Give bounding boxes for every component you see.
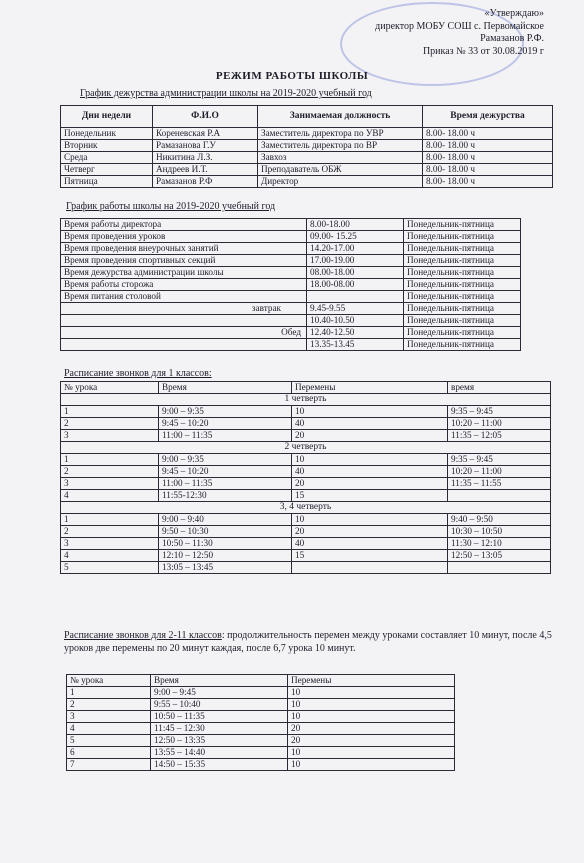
- cell: [61, 339, 307, 351]
- cell: 10: [288, 699, 455, 711]
- cell: 4: [61, 490, 159, 502]
- cell: 10:50 – 11:30: [159, 538, 292, 550]
- bells2-table: [66, 674, 455, 771]
- cell: Преподаватель ОБЖ: [258, 164, 423, 176]
- table-row: [61, 152, 553, 164]
- cell: 9:50 – 10:30: [159, 526, 292, 538]
- table-row: [61, 418, 551, 430]
- cell: 18.00-08.00: [307, 279, 404, 291]
- table-row: [61, 466, 551, 478]
- duty-header: Занимаемая должность: [258, 106, 423, 128]
- table-row: [61, 327, 521, 339]
- cell: 8.00- 18.00 ч: [423, 164, 553, 176]
- bells1-header: № урока: [61, 382, 159, 394]
- cell: 5: [67, 735, 151, 747]
- cell: 13.35-13.45: [307, 339, 404, 351]
- cell: Никитина Л.З.: [153, 152, 258, 164]
- cell: Четверг: [61, 164, 153, 176]
- cell: 11:55-12:30: [159, 490, 292, 502]
- cell: 9:35 – 9:45: [448, 454, 551, 466]
- cell: Вторник: [61, 140, 153, 152]
- table-row: [61, 128, 553, 140]
- approval-line: Рамазанов Р.Ф.: [480, 33, 544, 44]
- table-row: [61, 243, 521, 255]
- cell: Время работы директора: [61, 219, 307, 231]
- page-title: РЕЖИМ РАБОТЫ ШКОЛЫ: [215, 70, 369, 82]
- approval-line: директор МОБУ СОШ с. Первомайское: [375, 20, 544, 32]
- cell: 11:00 – 11:35: [159, 478, 292, 490]
- cell: 10: [288, 759, 455, 771]
- cell: 4: [67, 723, 151, 735]
- table-row: [67, 687, 455, 699]
- cell: 2: [61, 466, 159, 478]
- cell: Время дежурства администрации школы: [61, 267, 307, 279]
- cell: 8.00- 18.00 ч: [423, 140, 553, 152]
- cell: 10:50 – 11:35: [151, 711, 288, 723]
- table-row: [61, 490, 551, 502]
- cell: 10: [288, 711, 455, 723]
- table-row: [61, 140, 553, 152]
- table-row: [61, 526, 551, 538]
- cell: 11:35 – 11:55: [448, 478, 551, 490]
- cell: 9:45 – 10:20: [159, 418, 292, 430]
- cell: 13:55 – 14:40: [151, 747, 288, 759]
- table-row: [61, 219, 521, 231]
- bells1-table: [60, 381, 551, 574]
- quarter-label: 2 четверть: [61, 442, 551, 454]
- cell: 9:00 – 9:40: [159, 514, 292, 526]
- bells2-caption: Расписание звонков для 2-11 классов: [64, 630, 222, 641]
- cell: [292, 562, 448, 574]
- bells2-header: Время: [151, 675, 288, 687]
- cell: 40: [292, 418, 448, 430]
- cell: Рамазанова Г.У: [153, 140, 258, 152]
- table-row: [61, 514, 551, 526]
- cell: Понедельник-пятница: [404, 291, 521, 303]
- table-row: [61, 406, 551, 418]
- cell: 9:40 – 9:50: [448, 514, 551, 526]
- cell: 12:50 – 13:35: [151, 735, 288, 747]
- cell: 20: [292, 526, 448, 538]
- cell: 9:00 – 9:45: [151, 687, 288, 699]
- cell: 10:20 – 11:00: [448, 418, 551, 430]
- approval-line: Приказ № 33 от 30.08.2019 г: [422, 45, 544, 57]
- table-row: [61, 279, 521, 291]
- cell: Понедельник-пятница: [404, 315, 521, 327]
- cell: 5: [61, 562, 159, 574]
- cell: 12:50 – 13:05: [448, 550, 551, 562]
- cell: 14.20-17.00: [307, 243, 404, 255]
- schedule-caption: График работы школы на 2019-2020 учебный год: [66, 201, 276, 212]
- cell: Понедельник: [61, 128, 153, 140]
- cell: 9:45 – 10:20: [159, 466, 292, 478]
- duty-header: Время дежурства: [423, 106, 553, 128]
- table-row: [61, 176, 553, 188]
- cell: Заместитель директора по ВР: [258, 140, 423, 152]
- cell: 09.00- 15.25: [307, 231, 404, 243]
- cell: 1: [61, 406, 159, 418]
- cell: 8.00- 18.00 ч: [423, 152, 553, 164]
- cell: 3: [67, 711, 151, 723]
- cell: 08.00-18.00: [307, 267, 404, 279]
- cell: 1: [61, 454, 159, 466]
- cell: 14:50 – 15:35: [151, 759, 288, 771]
- cell: Время проведения внеурочных занятий: [61, 243, 307, 255]
- cell: Понедельник-пятница: [404, 267, 521, 279]
- duty-caption: График дежурства администрации школы на 2019-2020 учебный год: [80, 88, 372, 99]
- bells2-intro: [64, 630, 564, 655]
- cell: 10: [292, 514, 448, 526]
- cell: 11:45 – 12:30: [151, 723, 288, 735]
- cell: 9:00 – 9:35: [159, 406, 292, 418]
- duty-table: [60, 105, 553, 188]
- cell: 20: [292, 430, 448, 442]
- cell: [61, 315, 307, 327]
- quarter-label: 1 четверть: [61, 394, 551, 406]
- approval-block: [244, 8, 544, 58]
- cell: 9:35 – 9:45: [448, 406, 551, 418]
- cell: Пятница: [61, 176, 153, 188]
- bells1-caption: Расписание звонков для 1 классов:: [64, 368, 212, 379]
- duty-header: Ф.И.О: [153, 106, 258, 128]
- table-row: [61, 562, 551, 574]
- cell: 12:10 – 12:50: [159, 550, 292, 562]
- table-row: [61, 231, 521, 243]
- cell: Понедельник-пятница: [404, 231, 521, 243]
- table-row: [61, 267, 521, 279]
- cell: 10: [288, 687, 455, 699]
- cell: 2: [67, 699, 151, 711]
- cell: Андреев И.Т.: [153, 164, 258, 176]
- cell: [307, 291, 404, 303]
- cell: Обед: [61, 327, 307, 339]
- cell: Директор: [258, 176, 423, 188]
- bells2-header: Перемены: [288, 675, 455, 687]
- cell: 13:05 – 13:45: [159, 562, 292, 574]
- cell: 8.00- 18.00 ч: [423, 176, 553, 188]
- cell: 1: [61, 514, 159, 526]
- table-row: [61, 164, 553, 176]
- cell: Понедельник-пятница: [404, 339, 521, 351]
- table-row: [67, 747, 455, 759]
- cell: Понедельник-пятница: [404, 327, 521, 339]
- cell: завтрак: [61, 303, 307, 315]
- cell: Время питания столовой: [61, 291, 307, 303]
- cell: 10: [288, 747, 455, 759]
- cell: Время работы сторожа: [61, 279, 307, 291]
- table-row: [61, 550, 551, 562]
- cell: 11:00 – 11:35: [159, 430, 292, 442]
- cell: 20: [288, 735, 455, 747]
- cell: [448, 562, 551, 574]
- cell: 40: [292, 538, 448, 550]
- cell: Понедельник-пятница: [404, 303, 521, 315]
- cell: Завхоз: [258, 152, 423, 164]
- bells1-header: Время: [159, 382, 292, 394]
- cell: 10: [292, 406, 448, 418]
- table-row: [67, 711, 455, 723]
- cell: Среда: [61, 152, 153, 164]
- cell: 20: [288, 723, 455, 735]
- cell: Время проведения спортивных секций: [61, 255, 307, 267]
- cell: 15: [292, 550, 448, 562]
- schedule-table: [60, 218, 521, 351]
- table-row: [61, 430, 551, 442]
- cell: 9.45-9.55: [307, 303, 404, 315]
- table-row: [61, 291, 521, 303]
- bells1-header: Перемены: [292, 382, 448, 394]
- cell: 11:30 – 12:10: [448, 538, 551, 550]
- cell: 12.40-12.50: [307, 327, 404, 339]
- table-row: [67, 735, 455, 747]
- cell: 11:35 – 12:05: [448, 430, 551, 442]
- table-row: [61, 478, 551, 490]
- cell: Понедельник-пятница: [404, 243, 521, 255]
- cell: 10:20 – 11:00: [448, 466, 551, 478]
- cell: 1: [67, 687, 151, 699]
- quarter-label: 3, 4 четверть: [61, 502, 551, 514]
- bells2-header: № урока: [67, 675, 151, 687]
- cell: 9:55 – 10:40: [151, 699, 288, 711]
- cell: 7: [67, 759, 151, 771]
- table-row: [61, 538, 551, 550]
- cell: 3: [61, 478, 159, 490]
- bells2-text: : продолжительность перемен между уроками составляет 10 минут, после 4,5 уроков две перемены по 20 минут каждая, после 6,7 урока 10 минут.: [64, 630, 552, 654]
- table-row: [61, 315, 521, 327]
- cell: Понедельник-пятница: [404, 255, 521, 267]
- cell: 3: [61, 430, 159, 442]
- cell: 40: [292, 466, 448, 478]
- cell: Кореневская Р.А: [153, 128, 258, 140]
- cell: Рамазанов Р.Ф: [153, 176, 258, 188]
- cell: 3: [61, 538, 159, 550]
- table-row: [61, 303, 521, 315]
- cell: 15: [292, 490, 448, 502]
- cell: 8.00- 18.00 ч: [423, 128, 553, 140]
- bells1-header: время: [448, 382, 551, 394]
- table-row: [67, 699, 455, 711]
- table-row: [61, 454, 551, 466]
- cell: 6: [67, 747, 151, 759]
- duty-header: Дни недели: [61, 106, 153, 128]
- cell: Время проведения уроков: [61, 231, 307, 243]
- cell: 10.40-10.50: [307, 315, 404, 327]
- cell: 4: [61, 550, 159, 562]
- cell: 2: [61, 418, 159, 430]
- approval-line: «Утверждаю»: [484, 8, 544, 19]
- cell: 10:30 – 10:50: [448, 526, 551, 538]
- cell: 2: [61, 526, 159, 538]
- cell: 10: [292, 454, 448, 466]
- table-row: [67, 723, 455, 735]
- cell: 8.00-18.00: [307, 219, 404, 231]
- table-row: [61, 255, 521, 267]
- table-row: [67, 759, 455, 771]
- cell: 20: [292, 478, 448, 490]
- cell: Понедельник-пятница: [404, 279, 521, 291]
- cell: Понедельник-пятница: [404, 219, 521, 231]
- table-row: [61, 339, 521, 351]
- cell: 9:00 – 9:35: [159, 454, 292, 466]
- cell: Заместитель директора по УВР: [258, 128, 423, 140]
- cell: [448, 490, 551, 502]
- cell: 17.00-19.00: [307, 255, 404, 267]
